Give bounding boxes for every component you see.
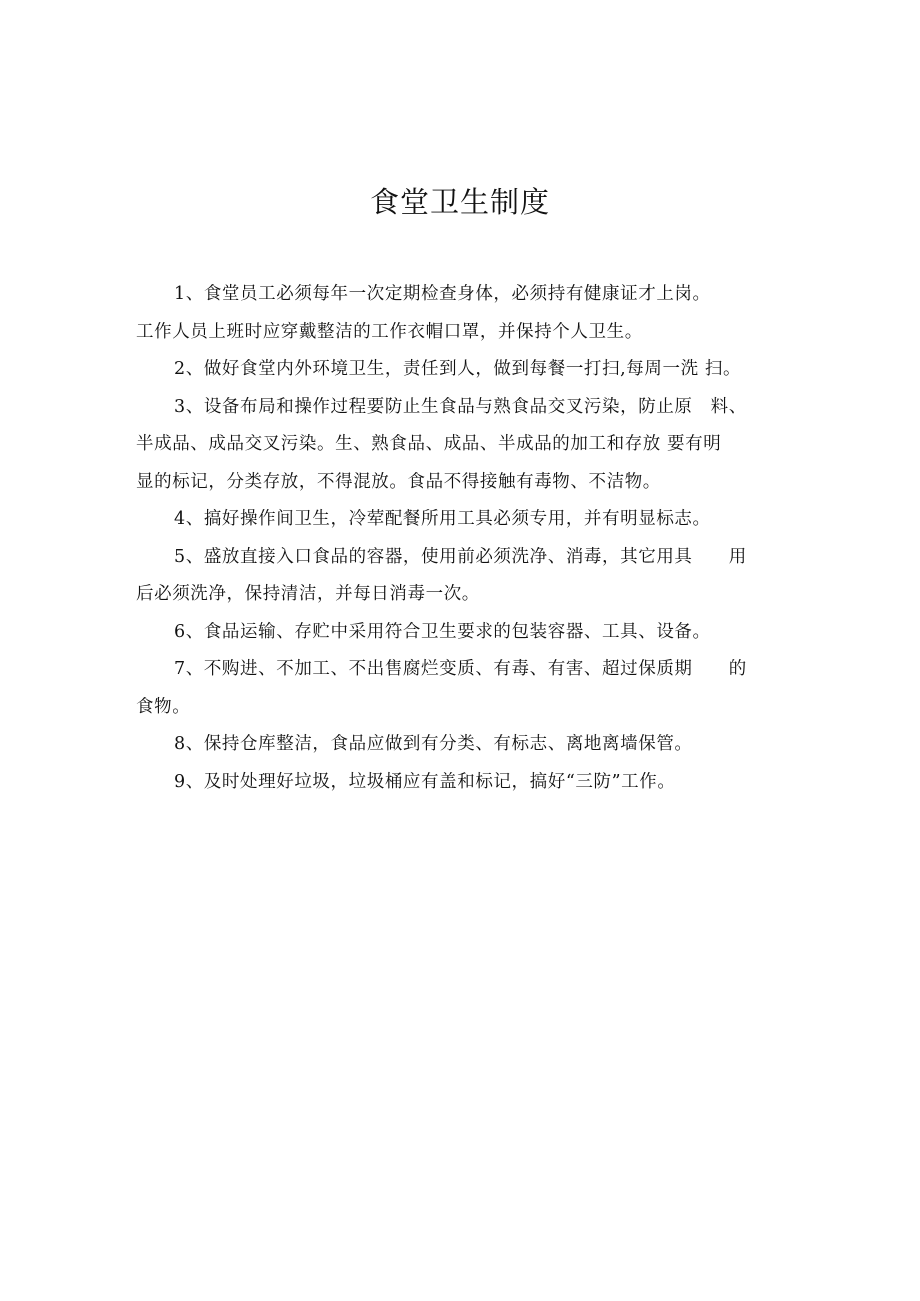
rule-3-line-2: 半成品、成品交叉污染。生、熟食品、成品、半成品的加工和存放 要有明 <box>136 434 722 454</box>
rule-2-line-1: 2、做好食堂内外环境卫生，责任到人，做到每餐一打扫,每周一洗 扫。 <box>174 359 742 379</box>
rule-5-line-1: 5、盛放直接入口食品的容器，使用前必须洗净、消毒，其它用具 用 <box>174 546 747 567</box>
rule-3-line-1: 3、设备布局和操作过程要防止生食品与熟食品交叉污染，防止原 料、 <box>174 396 747 417</box>
rule-1-line-1: 1、食堂员工必须每年一次定期检查身体，必须持有健康证才上岗。 <box>174 284 711 304</box>
rule-6-line-1: 6、食品运输、存贮中采用符合卫生要求的包装容器、工具、设备。 <box>174 621 711 642</box>
rule-1-line-2: 工作人员上班时应穿戴整洁的工作衣帽口罩，并保持个人卫生。 <box>136 321 643 342</box>
rule-7-line-2: 食物。 <box>136 696 191 717</box>
rule-4-line-1: 4、搞好操作间卫生，冷荤配餐所用工具必须专用，并有明显标志。 <box>174 509 711 529</box>
rule-9-line-1: 9、及时处理好垃圾，垃圾桶应有盖和标记，搞好“三防”工作。 <box>174 771 676 792</box>
document-title: 食堂卫生制度 <box>369 185 550 219</box>
rule-3-line-3: 显的标记，分类存放，不得混放。食品不得接触有毒物、不洁物。 <box>136 471 661 492</box>
rule-5-line-2: 后必须洗净，保持清洁，并每日消毒一次。 <box>136 584 480 604</box>
document-body <box>136 276 786 801</box>
rule-8-line-1: 8、保持仓库整洁，食品应做到有分类、有标志、离地离墙保管。 <box>174 734 693 754</box>
rule-7-line-1: 7、不购进、不加工、不出售腐烂变质、有毒、有害、超过保质期 的 <box>174 659 747 679</box>
